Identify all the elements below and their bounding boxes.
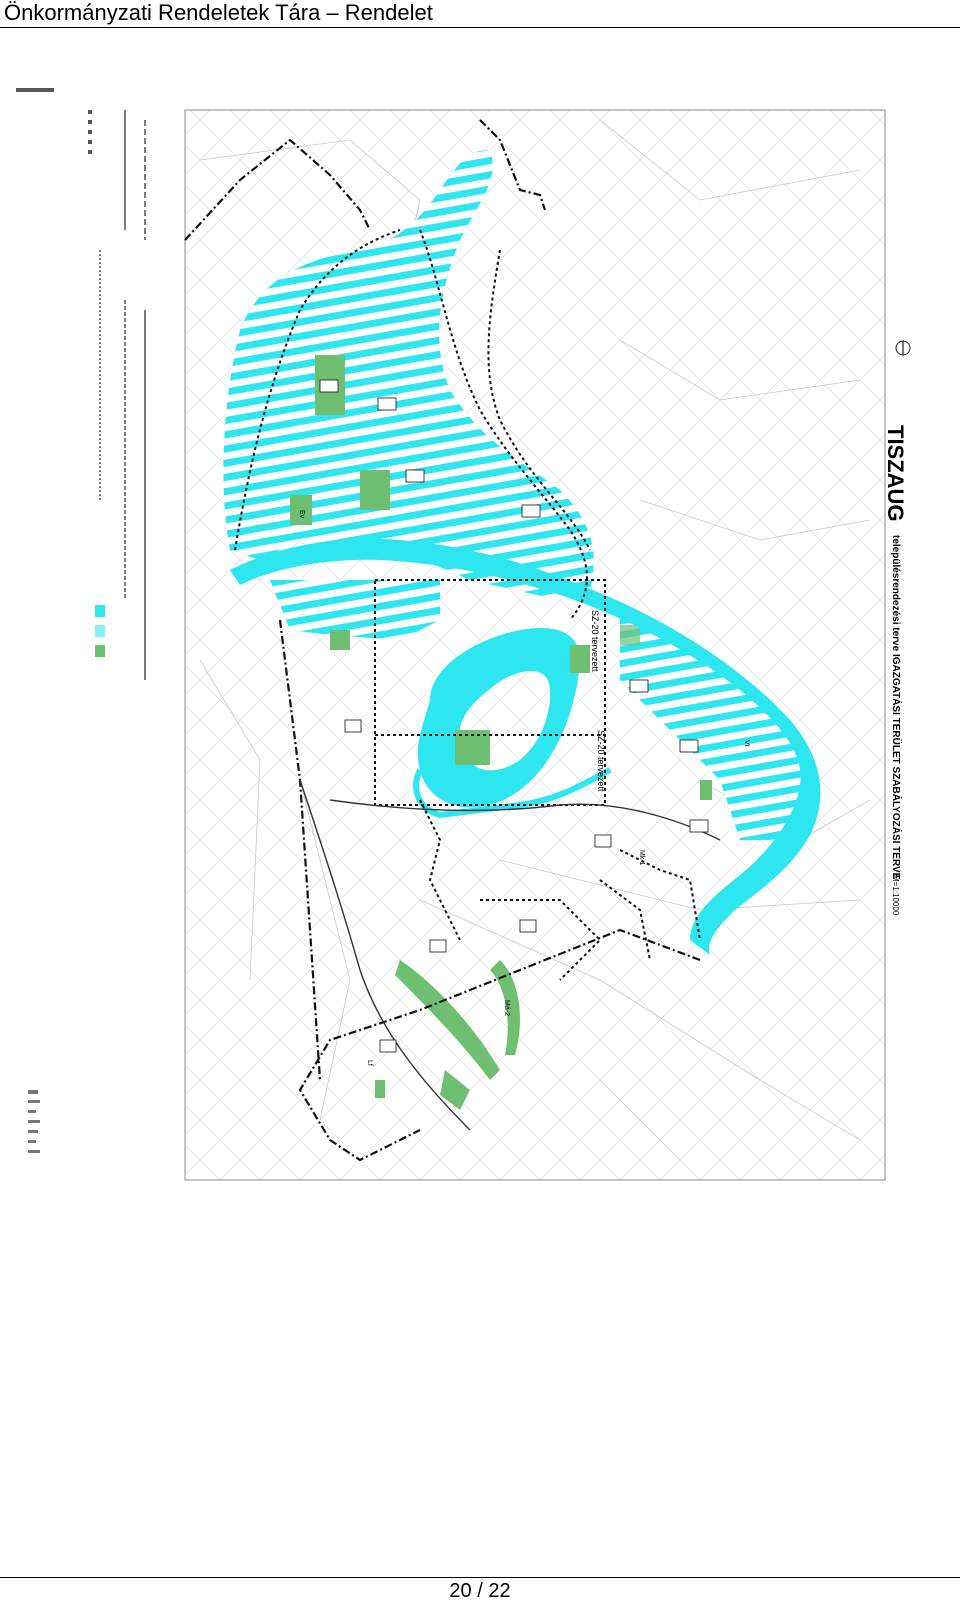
map-scale: M=1:10000	[891, 875, 900, 916]
header-divider	[0, 27, 960, 28]
regulation-map	[0, 80, 960, 1230]
document-header-title: Önkormányzati Rendeletek Tára – Rendelet	[4, 0, 433, 25]
zone-label-mk: Mk-1	[638, 850, 645, 866]
map-title-block	[883, 341, 910, 916]
zone-label-lf: Lf	[366, 1060, 373, 1066]
zone-label-vt: Vt	[743, 740, 750, 747]
route-label-lower: SZ-20 tervezett	[596, 730, 606, 792]
zone-label-ev: Ev	[298, 510, 305, 519]
zone-label-ma: Má-2	[503, 1000, 510, 1016]
map-subtitle: településrendezési terve IGAZGATÁSI TERÜLET SZABÁLYOZÁSI TERVE	[890, 535, 901, 880]
page-number: 20 / 22	[449, 1580, 511, 1602]
legend-panel	[16, 88, 168, 1210]
route-label-upper: SZ-20 tervezett	[590, 610, 600, 672]
map-canvas	[0, 80, 960, 1230]
map-title: TISZAUG	[883, 425, 908, 522]
footer-divider	[0, 1577, 960, 1578]
